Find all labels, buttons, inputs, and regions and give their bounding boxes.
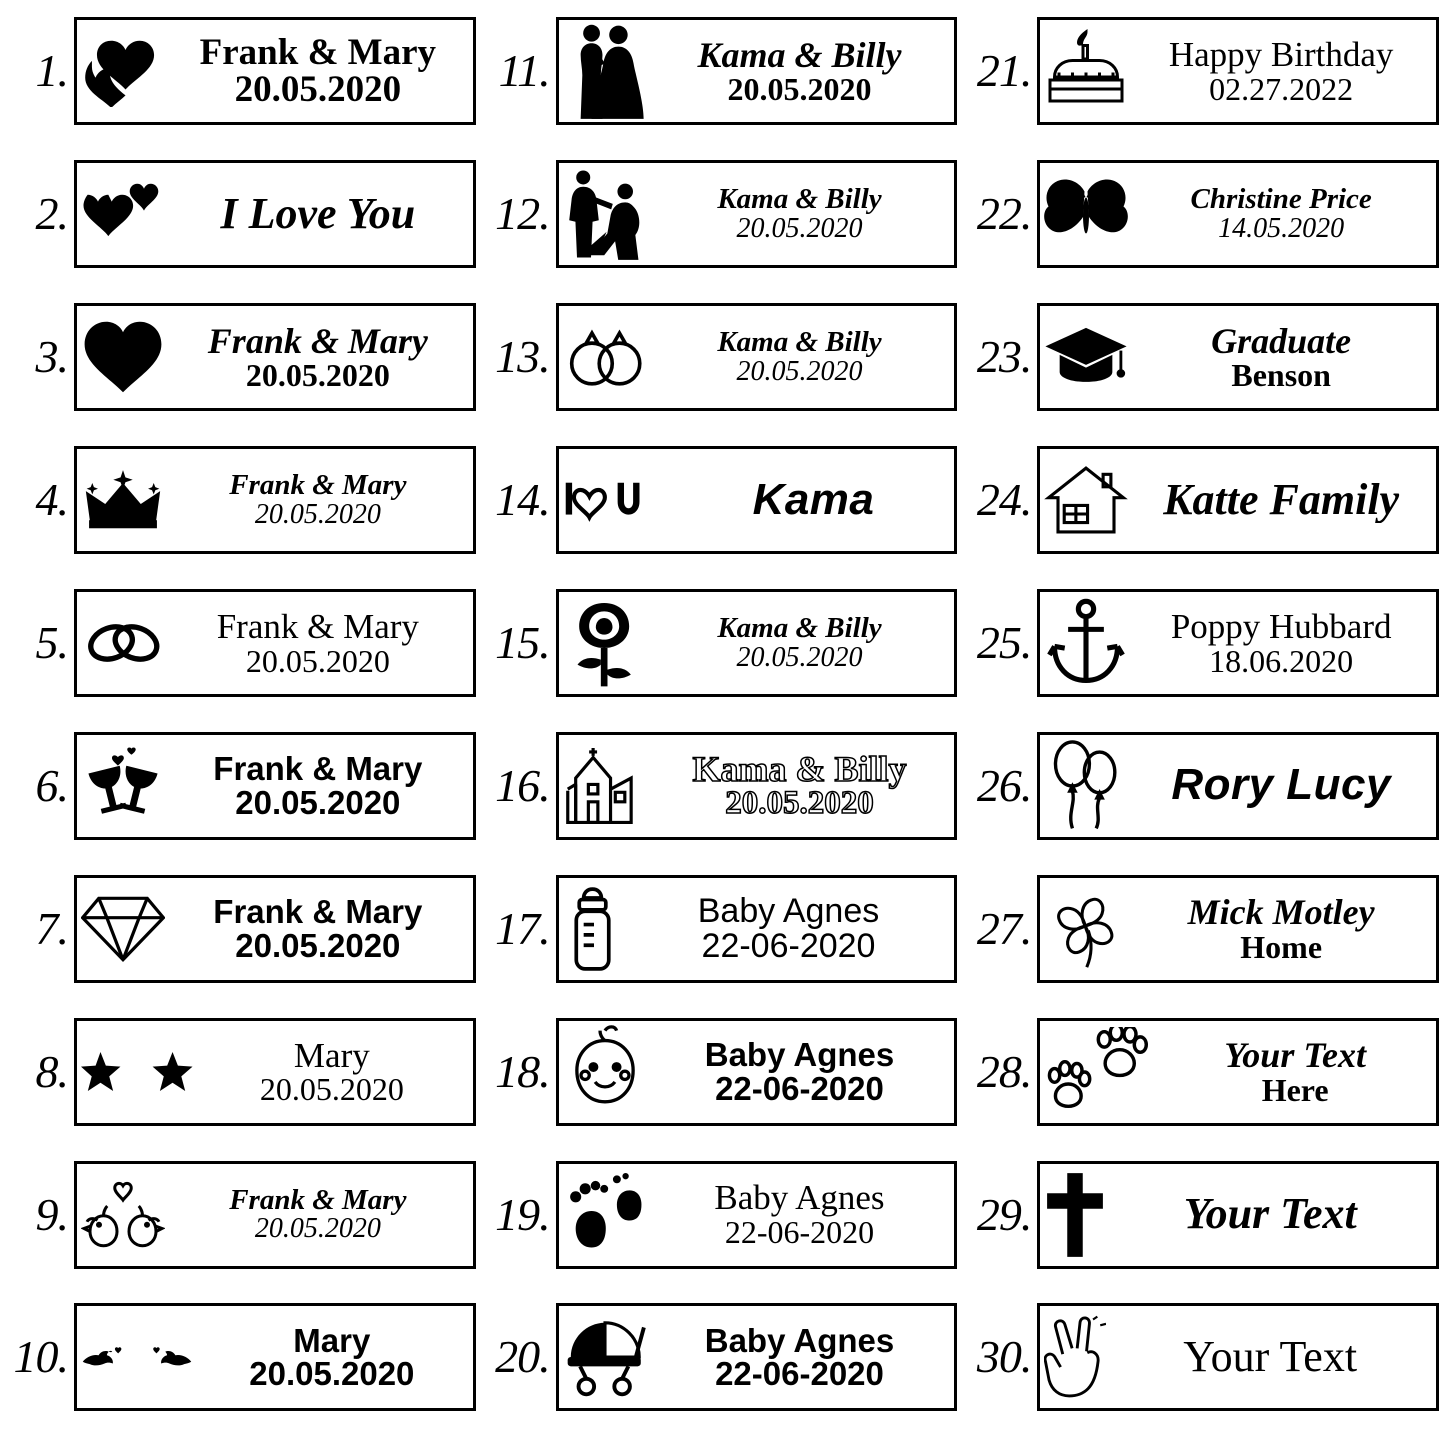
engraving-plate[interactable] [1037,589,1439,697]
design-option-8[interactable] [0,1000,482,1143]
engraving-line-1: Frank & Mary [229,1185,407,1216]
engraving-line-2: 20.05.2020 [259,1071,404,1106]
option-number: 27. [976,902,1032,954]
engraving-line-1: Your Text [1224,1037,1366,1075]
option-number: 10. [13,1331,68,1383]
i-love-u-icon [559,449,679,551]
design-option-5[interactable] [0,572,482,715]
engraving-text [651,614,955,672]
design-option-27[interactable] [963,857,1445,1000]
baby-bottle-icon [559,878,629,980]
design-option-1[interactable] [0,0,482,143]
engraving-text [169,752,473,819]
engraving-plate[interactable] [1037,1161,1439,1269]
two-hearts-icon [77,163,169,265]
design-option-6[interactable] [0,714,482,857]
engraving-plate[interactable] [74,1161,476,1269]
option-number: 9. [35,1188,68,1240]
engraving-plate[interactable] [74,446,476,554]
engraving-text [651,37,955,106]
engraving-text [651,185,955,243]
engraving-line-2: 20.05.2020 [235,783,401,820]
engraving-line-1: Graduate [1211,322,1352,361]
engraving-text [1110,1192,1436,1237]
engraving-line-1: Kama & Billy [692,750,907,789]
engraving-line-1: Mick Motley [1187,894,1375,933]
engraving-line-2: 20.05.2020 [245,642,390,678]
option-number: 19. [495,1188,550,1240]
engraving-line-1: Frank & Mary [229,471,407,502]
design-option-24[interactable] [963,429,1445,572]
engraving-line-1: Kama [752,477,875,523]
engraving-line-2: 20.05.2020 [736,641,863,673]
engraving-plate[interactable] [556,17,958,125]
engraving-text [197,1038,473,1106]
engraving-text [169,895,473,962]
engraving-line-1: I Love You [220,191,416,237]
engraving-line-2: 02.27.2022 [1209,70,1354,106]
engraving-line-2: 18.06.2020 [1209,642,1354,678]
engraving-plate[interactable] [74,17,476,125]
engraving-plate[interactable] [74,303,476,411]
wedding-rings-icon [77,592,169,694]
design-option-4[interactable] [0,429,482,572]
wine-glasses-icon [77,735,169,837]
option-number: 16. [495,759,550,811]
engraving-line-1: Happy Birthday [1168,37,1394,75]
engraving-text [169,323,473,392]
engraving-plate[interactable] [74,875,476,983]
engraving-line-1: Mary [293,1323,371,1359]
engraving-plate[interactable] [556,160,958,268]
design-option-20[interactable] [482,1286,964,1429]
design-option-11[interactable] [482,0,964,143]
engraving-plate[interactable] [1037,446,1439,554]
engraving-plate[interactable] [556,732,958,840]
engraving-text [169,609,473,677]
design-option-2[interactable] [0,143,482,286]
design-option-12[interactable] [482,143,964,286]
engraving-text [197,1324,473,1391]
engraving-plate[interactable] [1037,732,1439,840]
engraving-line-2: Here [1261,1071,1329,1107]
engraving-plate[interactable] [1037,303,1439,411]
engraving-line-1: Baby Agnes [714,1180,885,1218]
option-number: 25. [976,617,1032,668]
baby-face-icon [559,1021,651,1123]
option-number: 18. [495,1045,550,1097]
cross-icon [1040,1164,1110,1266]
design-option-7[interactable] [0,857,482,1000]
engraving-plate[interactable] [556,875,958,983]
design-option-28[interactable] [963,1000,1445,1143]
engraving-plate[interactable] [74,589,476,697]
engraving-text [1110,1335,1436,1380]
engraving-plate[interactable] [74,160,476,268]
anchor-icon [1040,592,1132,694]
option-number: 8. [35,1045,68,1097]
option-number: 5. [35,617,68,668]
crown-icon [77,449,169,551]
engraving-text [169,192,473,237]
option-number: 20. [495,1331,550,1383]
engraving-plate[interactable] [1037,1018,1439,1126]
engraving-line-1: Kama & Billy [717,613,882,644]
design-option-30[interactable] [963,1286,1445,1429]
engraving-plate[interactable] [1037,1303,1439,1411]
engraving-plate[interactable] [74,1303,476,1411]
engraving-line-1: Baby Agnes [704,1323,895,1359]
option-number: 17. [495,902,550,954]
engraving-line-2: 20.05.2020 [725,785,874,822]
engraving-line-2: 20.05.2020 [254,498,381,530]
option-number: 29. [976,1188,1032,1240]
engraving-text [651,1038,955,1105]
engraving-text [1132,478,1436,523]
design-option-16[interactable] [482,714,964,857]
two-doves-icon [77,1306,197,1408]
engraving-line-2: 20.05.2020 [736,355,863,387]
option-number: 13. [495,331,550,383]
engraving-text [651,1180,955,1248]
engraving-line-1: Baby Agnes [704,1038,895,1074]
option-number: 26. [976,759,1032,811]
design-option-9[interactable] [0,1143,482,1286]
engraving-line-1: Christine Price [1190,185,1372,216]
option-number: 24. [976,474,1032,526]
design-option-15[interactable] [482,572,964,715]
house-icon [1040,449,1132,551]
engraving-text [1132,763,1436,808]
engraving-line-1: Kama & Billy [717,328,882,359]
engraving-line-2: 22-06-2020 [724,1214,875,1249]
option-number: 22. [976,188,1032,240]
engraving-text [169,34,473,109]
engraving-text [169,1186,473,1244]
engraving-text [1132,185,1436,243]
engraving-text [169,471,473,529]
engraving-line-1: Baby Agnes [697,894,880,931]
engraving-plate[interactable] [74,1018,476,1126]
engraving-plate[interactable] [556,1303,958,1411]
design-option-22[interactable] [963,143,1445,286]
solid-heart-icon [77,306,169,408]
engraving-text [679,478,955,523]
option-number: 4. [35,474,68,526]
engraving-line-1: Kama & Billy [697,36,902,75]
birthday-cake-icon [1040,20,1132,122]
engraving-line-1: Kama & Billy [717,185,882,216]
design-option-18[interactable] [482,1000,964,1143]
engraving-line-1: Your Text [1183,1192,1357,1237]
proposal-couple-icon [559,163,651,265]
engraving-line-2: 20.05.2020 [254,1213,381,1244]
rose-icon [559,592,651,694]
engraving-line-2: 22-06-2020 [715,1069,884,1106]
baby-feet-icon [559,1164,651,1266]
engraving-line-2: Home [1240,928,1323,964]
design-option-26[interactable] [963,714,1445,857]
design-option-25[interactable] [963,572,1445,715]
engraving-plate[interactable] [1037,160,1439,268]
design-option-14[interactable] [482,429,964,572]
option-number: 11. [498,45,550,97]
option-number: 6. [35,759,68,811]
four-leaf-clover-icon [1040,878,1132,980]
option-number: 21. [976,45,1032,97]
engraving-text [1132,894,1436,963]
design-option-17[interactable] [482,857,964,1000]
engraving-plate[interactable] [74,732,476,840]
engraving-text [651,1324,955,1391]
engraving-plate[interactable] [556,589,958,697]
diamond-icon [77,878,169,980]
engraving-line-2: 20.05.2020 [249,1355,415,1392]
engraving-plate[interactable] [556,1018,958,1126]
design-option-23[interactable] [963,286,1445,429]
engraving-text [629,894,955,963]
butterfly-icon [1040,163,1132,265]
design-option-29[interactable] [963,1143,1445,1286]
wedding-couple-icon [559,20,651,122]
engraving-line-1: Poppy Hubbard [1170,608,1392,646]
engraving-line-1: Frank & Mary [213,895,423,931]
baby-stroller-icon [559,1306,651,1408]
option-number: 23. [976,331,1032,383]
engraving-line-2: 20.05.2020 [736,212,863,244]
engraving-text [651,328,955,386]
engraving-line-1: Mary [293,1037,370,1075]
graduation-cap-icon [1040,306,1132,408]
peace-hand-icon [1040,1306,1110,1408]
design-option-13[interactable] [482,286,964,429]
option-number: 3. [35,331,68,383]
double-hearts-icon [77,20,169,122]
paw-prints-icon [1040,1021,1160,1123]
option-number: 7. [35,902,68,954]
design-option-3[interactable] [0,286,482,429]
two-stars-icon [77,1021,197,1123]
engraving-line-1: Your Text [1183,1335,1358,1380]
design-option-21[interactable] [963,0,1445,143]
engraving-line-2: 22-06-2020 [701,926,876,964]
engraving-plate[interactable] [1037,875,1439,983]
engraving-line-1: Frank & Mary [213,752,423,788]
engraving-plate[interactable] [556,1161,958,1269]
option-number: 15. [495,617,550,668]
engraving-text [1132,609,1436,677]
church-icon [559,735,651,837]
option-number: 14. [495,474,550,526]
engraving-text [651,751,955,821]
engraving-line-1: Frank & Mary [207,322,428,361]
love-birds-icon [77,1164,169,1266]
option-number: 2. [35,188,68,240]
engraving-text [1132,37,1436,105]
engraving-line-2: 14.05.2020 [1218,212,1345,244]
engraving-plate[interactable] [556,446,958,554]
engraving-text [1132,323,1436,392]
balloons-icon [1040,735,1132,837]
interlocked-rings-icon [559,306,651,408]
engraving-text [1160,1037,1436,1106]
engraving-line-2: 20.05.2020 [727,71,872,107]
option-number: 28. [976,1045,1032,1097]
option-number: 12. [495,188,550,240]
engraving-line-1: Katte Family [1163,477,1400,523]
design-option-10[interactable] [0,1286,482,1429]
engraving-line-2: Benson [1231,357,1331,392]
engraving-line-1: Frank & Mary [216,608,419,646]
engraving-plate[interactable] [556,303,958,411]
engraving-plate[interactable] [1037,17,1439,125]
engraving-line-2: 20.05.2020 [235,926,401,963]
engraving-line-2: 20.05.2020 [234,69,402,110]
engraving-line-1: Rory Lucy [1171,763,1391,809]
option-number: 30. [976,1331,1032,1383]
engraving-line-2: 22-06-2020 [715,1355,884,1392]
option-number: 1. [35,45,68,97]
engraving-line-1: Frank & Mary [199,33,436,73]
engraving-line-2: 20.05.2020 [245,357,390,392]
design-option-19[interactable] [482,1143,964,1286]
